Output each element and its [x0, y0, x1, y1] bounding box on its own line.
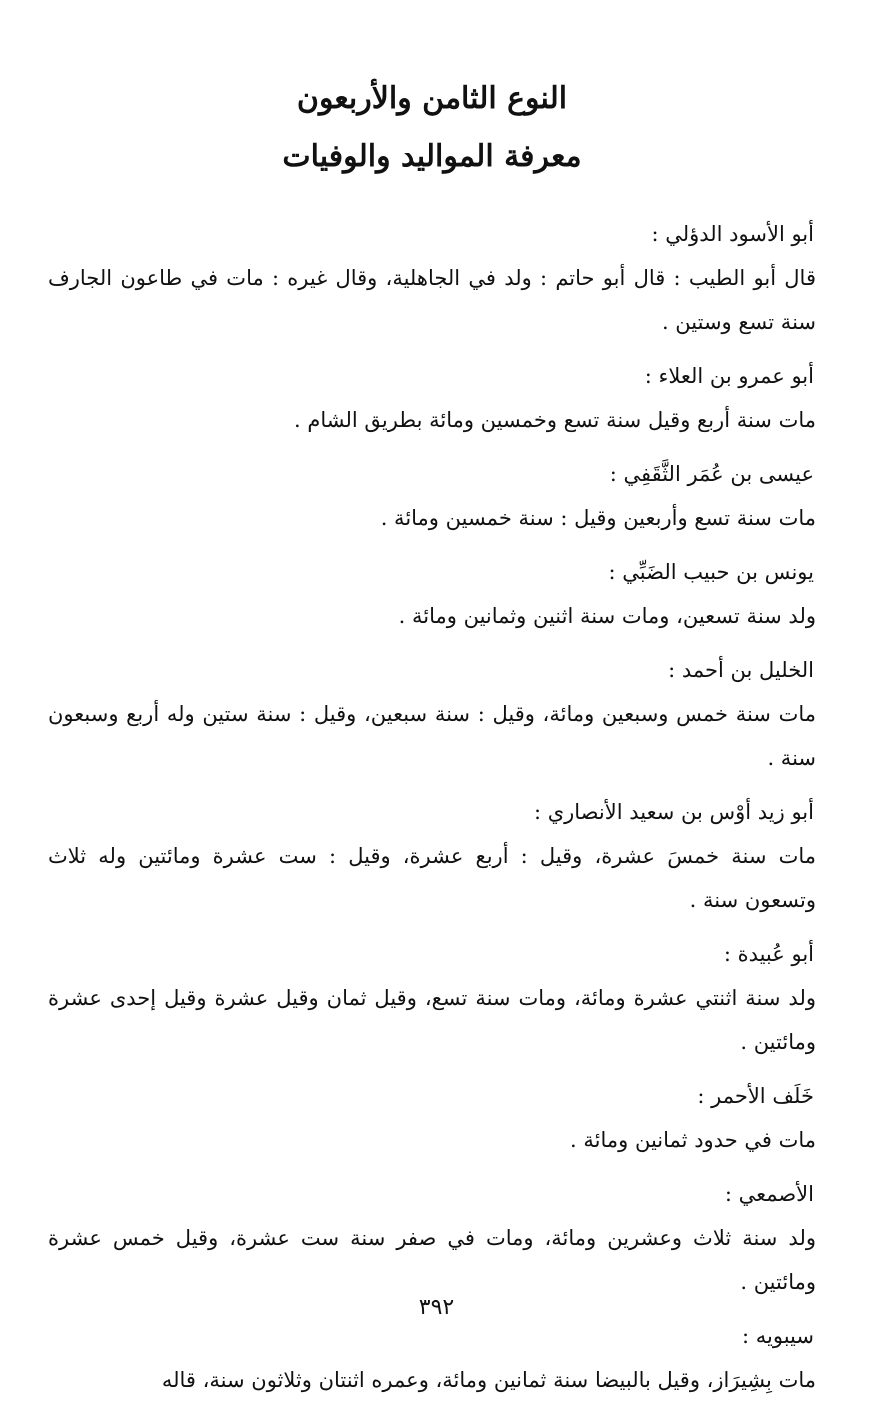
- entry-khalaf: [48, 1074, 816, 1162]
- chapter-title: النوع الثامن والأربعون: [296, 81, 568, 116]
- entry-sibawayh: [48, 1314, 816, 1402]
- entry-name: يونس بن حبيب الضَبِّي :: [608, 560, 814, 584]
- entry-abu-amr: [48, 354, 816, 442]
- entry-text: مات سنة خمس وسبعين ومائة، وقيل : سنة سبعين، وقيل : سنة ستين وله أربع وسبعون سنة .: [48, 702, 816, 770]
- entry-name: سيبويه :: [742, 1324, 814, 1348]
- entry-text: ولد سنة ثلاث وعشرين ومائة، ومات في صفر سنة ست عشرة، وقيل خمس عشرة ومائتين .: [48, 1226, 816, 1294]
- entry-name: أبو عُبيدة :: [723, 942, 814, 966]
- entry-text: مات سنة خمسَ عشرة، وقيل : أربع عشرة، وقيل : ست عشرة ومائتين وله ثلاث وتسعون سنة .: [48, 844, 816, 912]
- entry-khalil: [48, 648, 816, 780]
- page-number: ٣٩٢: [418, 1295, 455, 1320]
- entry-abu-zayd: [48, 790, 816, 922]
- entry-name: عيسى بن عُمَر الثَّقَفِي :: [609, 462, 814, 486]
- entry-asmai: [48, 1172, 816, 1304]
- entry-name: أبو زيد أوْس بن سعيد الأنصاري :: [533, 800, 814, 824]
- entry-name: أبو عمرو بن العلاء :: [644, 364, 814, 388]
- entry-text: مات سنة تسع وأربعين وقيل : سنة خمسين ومائة .: [380, 506, 816, 530]
- entry-text: مات في حدود ثمانين ومائة .: [570, 1128, 816, 1152]
- chapter-subtitle: معرفة المواليد والوفيات: [282, 139, 582, 174]
- entry-yunus: [48, 550, 816, 638]
- entry-text: ولد سنة تسعين، ومات سنة اثنين وثمانين ومائة .: [398, 604, 816, 628]
- entry-name: خَلَف الأحمر :: [697, 1084, 814, 1108]
- entry-text: مات بِشِيرَاز، وقيل بالبيضا سنة ثمانين ومائة، وعمره اثنتان وثلاثون سنة، قاله: [161, 1368, 816, 1392]
- entry-name: الأصمعي :: [724, 1182, 814, 1206]
- entry-abu-al-aswad: [48, 212, 816, 344]
- entry-name: أبو الأسود الدؤلي :: [651, 222, 814, 246]
- entry-name: الخليل بن أحمد :: [668, 658, 814, 682]
- entry-text: مات سنة أربع وقيل سنة تسع وخمسين ومائة بطريق الشام .: [294, 408, 816, 432]
- entry-text: ولد سنة اثنتي عشرة ومائة، ومات سنة تسع، وقيل ثمان وقيل عشرة وقيل إحدى عشرة ومائتين .: [48, 986, 816, 1054]
- entry-text: قال أبو الطيب : قال أبو حاتم : ولد في الجاهلية، وقال غيره : مات في طاعون الجارف سنة تسع وستين .: [48, 266, 816, 334]
- chapter-heading: [48, 70, 816, 186]
- entry-isa-bin-umar: [48, 452, 816, 540]
- book-page: [48, 70, 816, 1412]
- entry-abu-ubayda: [48, 932, 816, 1064]
